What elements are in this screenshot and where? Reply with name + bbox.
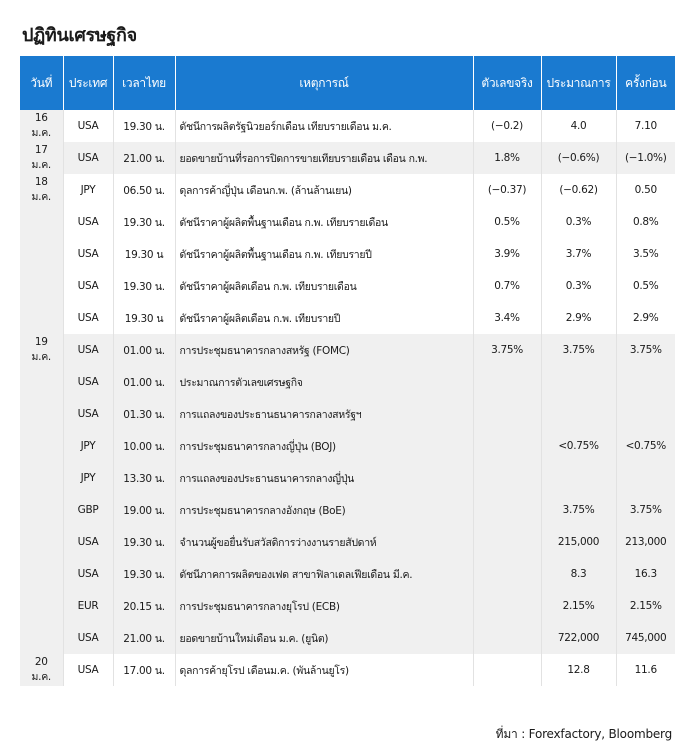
cell-country: USA (63, 622, 113, 654)
cell-time: 06.50 น. (113, 174, 175, 206)
cell-date (20, 398, 63, 430)
table-row (20, 270, 675, 302)
cell-time: 19.30 น. (113, 558, 175, 590)
cell-country: USA (63, 398, 113, 430)
cell-event: การแถลงของประธานธนาคารกลางสหรัฐฯ (175, 398, 473, 430)
cell-event: การประชุมธนาคารกลางญี่ปุ่น (BOJ) (175, 430, 473, 462)
cell-forecast: (−0.6%) (541, 142, 616, 174)
source-note: ที่มา : Forexfactory, Bloomberg (495, 727, 672, 741)
table-row (20, 654, 675, 686)
cell-time: 10.00 น. (113, 430, 175, 462)
cell-time: 21.00 น. (113, 622, 175, 654)
cell-previous: 0.8% (633, 216, 659, 228)
cell-forecast: (−0.62) (541, 174, 616, 206)
cell-forecast: 215,000 (541, 526, 616, 558)
cell-country: USA (63, 334, 113, 366)
table-row (20, 398, 675, 430)
cell-actual: 1.8% (473, 142, 541, 174)
cell-actual (473, 462, 541, 494)
cell-time: 19.30 น. (113, 526, 175, 558)
cell-actual: 3.4% (473, 302, 541, 334)
cell-event: ดัชนีราคาผู้ผลิตเดือน ก.พ. เทียบรายเดือน (175, 270, 473, 302)
cell-country: USA (63, 558, 113, 590)
table-row (20, 206, 675, 238)
cell-actual (473, 590, 541, 622)
cell-time: 20.15 น. (113, 590, 175, 622)
cell-actual (473, 366, 541, 398)
header-event: เหตุการณ์ (175, 56, 473, 110)
cell-date: 16 ม.ค. (20, 110, 63, 142)
cell-actual (473, 494, 541, 526)
table-row (20, 462, 675, 494)
cell-event: ยอดขายบ้านใหม่เดือน ม.ค. (ยูนิต) (175, 622, 473, 654)
cell-country: JPY (63, 430, 113, 462)
cell-previous: <0.75% (616, 430, 675, 462)
header-country: ประเทศ (63, 56, 113, 110)
cell-time: 21.00 น. (113, 142, 175, 174)
cell-country: USA (63, 142, 113, 174)
table-header-row (20, 56, 675, 110)
cell-previous: 2.9% (633, 312, 659, 324)
cell-country: USA (63, 302, 113, 334)
cell-date (20, 238, 63, 270)
cell-time: 19.30 น. (113, 270, 175, 302)
table-row (20, 430, 675, 462)
cell-forecast: 12.8 (541, 654, 616, 686)
cell-country: USA (63, 238, 113, 270)
cell-forecast: 3.75% (541, 494, 616, 526)
cell-previous: 7.10 (634, 120, 657, 132)
cell-date (20, 302, 63, 334)
cell-time: 01.00 น. (113, 366, 175, 398)
cell-time: 19.30 น. (113, 206, 175, 238)
cell-previous: 3.75% (616, 494, 675, 526)
cell-forecast (541, 366, 616, 398)
cell-country: JPY (63, 174, 113, 206)
cell-forecast (541, 462, 616, 494)
cell-date (20, 206, 63, 238)
cell-country: USA (63, 654, 113, 686)
cell-actual: 3.75% (473, 334, 541, 366)
cell-forecast (541, 398, 616, 430)
cell-previous: 3.75% (616, 334, 675, 366)
cell-date (20, 590, 63, 622)
cell-time: 01.00 น. (113, 334, 175, 366)
cell-forecast: 722,000 (541, 622, 616, 654)
cell-actual (473, 430, 541, 462)
cell-date (20, 526, 63, 558)
table-row (20, 302, 675, 334)
cell-event: ยอดขายบ้านที่รอการปิดการขายเทียบรายเดือน เดือน ก.พ. (175, 142, 473, 174)
cell-country: JPY (63, 462, 113, 494)
cell-event: การแถลงของประธานธนาคารกลางญี่ปุ่น (175, 462, 473, 494)
cell-forecast: <0.75% (541, 430, 616, 462)
cell-date (20, 494, 63, 526)
cell-previous: 0.50 (634, 184, 657, 196)
cell-previous (616, 366, 675, 398)
cell-event: ดัชนีราคาผู้ผลิตพื้นฐานเดือน ก.พ. เทียบรายเดือน (175, 206, 473, 238)
cell-previous (616, 398, 675, 430)
cell-actual: 0.5% (473, 206, 541, 238)
table-row (20, 526, 675, 558)
header-time: เวลาไทย (113, 56, 175, 110)
cell-previous: 213,000 (616, 526, 675, 558)
cell-forecast: 2.15% (541, 590, 616, 622)
table-row (20, 366, 675, 398)
cell-time: 19.30 น (113, 238, 175, 270)
cell-date (20, 430, 63, 462)
cell-previous: 0.5% (633, 280, 659, 292)
header-forecast: ประมาณการ (541, 56, 616, 110)
cell-date: 17 ม.ค. (20, 142, 63, 174)
cell-forecast: 3.7% (541, 238, 616, 270)
cell-previous: 2.15% (616, 590, 675, 622)
cell-time: 13.30 น. (113, 462, 175, 494)
cell-forecast: 0.3% (541, 270, 616, 302)
cell-time: 17.00 น. (113, 654, 175, 686)
cell-time: 19.00 น. (113, 494, 175, 526)
cell-actual (473, 558, 541, 590)
cell-previous: (−1.0%) (616, 142, 675, 174)
cell-forecast: 3.75% (541, 334, 616, 366)
cell-actual: 3.9% (473, 238, 541, 270)
cell-event: ดุลการค้ายุโรป เดือนม.ค. (พันล้านยูโร) (175, 654, 473, 686)
header-previous: ครั้งก่อน (616, 56, 675, 110)
cell-actual: (−0.2) (473, 110, 541, 142)
cell-date (20, 622, 63, 654)
table-row (20, 590, 675, 622)
table-row (20, 238, 675, 270)
cell-forecast: 0.3% (541, 206, 616, 238)
cell-event: ประมาณการตัวเลขเศรษฐกิจ (175, 366, 473, 398)
cell-date: 20 ม.ค. (20, 654, 63, 686)
cell-event: ดุลการค้าญี่ปุ่น เดือนก.พ. (ล้านล้านเยน) (175, 174, 473, 206)
cell-forecast: 4.0 (541, 110, 616, 142)
cell-forecast: 2.9% (541, 302, 616, 334)
cell-event: ดัชนีราคาผู้ผลิตพื้นฐานเดือน ก.พ. เทียบรายปี (175, 238, 473, 270)
table-row (20, 110, 675, 142)
cell-date (20, 462, 63, 494)
cell-date: 19 ม.ค. (20, 334, 63, 366)
cell-previous: 3.5% (633, 248, 659, 260)
header-date: วันที่ (20, 56, 63, 110)
cell-date (20, 270, 63, 302)
header-actual: ตัวเลขจริง (473, 56, 541, 110)
cell-previous (616, 462, 675, 494)
cell-country: EUR (63, 590, 113, 622)
table-row (20, 494, 675, 526)
cell-actual (473, 526, 541, 558)
page-title: ปฏิทินเศรษฐกิจ (22, 25, 137, 46)
cell-country: USA (63, 366, 113, 398)
cell-country: USA (63, 110, 113, 142)
cell-event: การประชุมธนาคารกลางสหรัฐ (FOMC) (175, 334, 473, 366)
cell-date: 18 ม.ค. (20, 174, 63, 206)
cell-country: USA (63, 526, 113, 558)
cell-event: ดัชนีราคาผู้ผลิตเดือน ก.พ. เทียบรายปี (175, 302, 473, 334)
table-row (20, 622, 675, 654)
table-row (20, 558, 675, 590)
cell-time: 19.30 น (113, 302, 175, 334)
table-row (20, 174, 675, 206)
cell-time: 01.30 น. (113, 398, 175, 430)
cell-actual (473, 398, 541, 430)
cell-event: ดัชนีภาคการผลิตของเฟด สาขาฟิลาเดลเฟียเดือน มี.ค. (175, 558, 473, 590)
cell-previous: 745,000 (616, 622, 675, 654)
cell-date (20, 558, 63, 590)
cell-actual (473, 654, 541, 686)
cell-country: USA (63, 206, 113, 238)
cell-time: 19.30 น. (113, 110, 175, 142)
table-row (20, 334, 675, 366)
cell-event: จำนวนผู้ขอยื่นรับสวัสดิการว่างงานรายสัปดาห์ (175, 526, 473, 558)
cell-forecast: 8.3 (541, 558, 616, 590)
cell-previous: 11.6 (634, 664, 657, 676)
cell-country: USA (63, 270, 113, 302)
cell-date (20, 366, 63, 398)
cell-actual: 0.7% (473, 270, 541, 302)
cell-previous: 16.3 (616, 558, 675, 590)
cell-event: ดัชนีการผลิตรัฐนิวยอร์กเดือน เทียบรายเดือน ม.ค. (175, 110, 473, 142)
cell-actual: (−0.37) (473, 174, 541, 206)
table-row (20, 142, 675, 174)
cell-actual (473, 622, 541, 654)
cell-event: การประชุมธนาคารกลางอังกฤษ (BoE) (175, 494, 473, 526)
cell-country: GBP (63, 494, 113, 526)
economic-calendar-table (20, 56, 675, 686)
cell-event: การประชุมธนาคารกลางยุโรป (ECB) (175, 590, 473, 622)
